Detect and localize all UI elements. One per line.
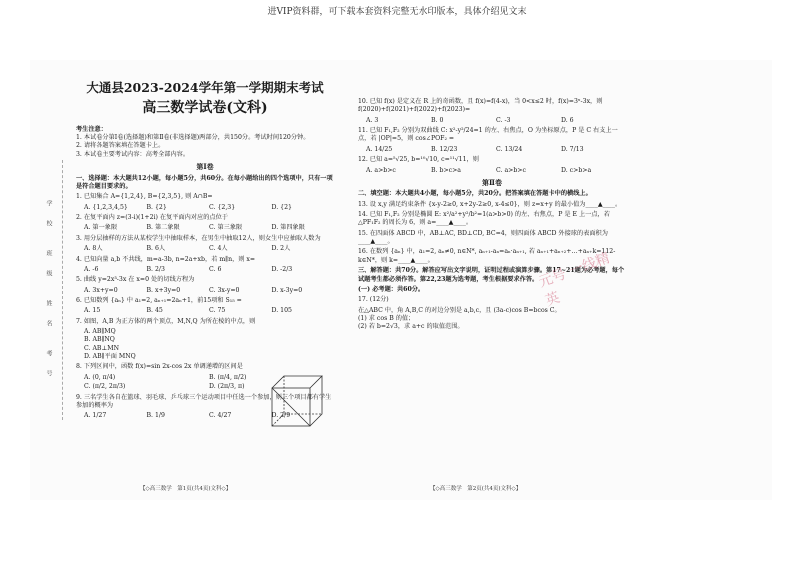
options-10 — [358, 117, 626, 125]
option: A. {1,2,3,4,5} — [84, 203, 128, 211]
part-two-heading: 第Ⅱ卷 — [482, 177, 502, 187]
option: C. 13/24 — [496, 145, 523, 153]
option: D. 105 — [271, 307, 292, 315]
option: A. -6 — [84, 265, 99, 273]
option: A. 8人 — [84, 245, 103, 253]
question-17: 17. (12分) — [358, 296, 389, 304]
question-7: 7. 如图，A,B 为正方体的两个顶点，M,N,Q 为所在棱的中点，则 — [76, 317, 256, 325]
option: B. x+3y=0 — [146, 286, 181, 294]
option: A. a>b>c — [366, 166, 396, 174]
question-17-part-2: (2) 若 b=2√3，求 a+c 的取值范围。 — [358, 323, 464, 331]
left-footer: 【◇高三数学 第1页(共4页)文科◇】 — [140, 486, 232, 492]
question-17-body: 在△ABC 中，角 A,B,C 的对边分别是 a,b,c，且 (3a-c)cos B=bcos C。 — [358, 306, 561, 314]
options-3 — [76, 245, 334, 253]
question-15: 15. 在四面体 ABCD 中，AB⊥AC, BD⊥CD, BC=4，则四面体 ABCD 外接球的表面积为____▲____。 — [358, 229, 608, 246]
options-7 — [76, 328, 334, 361]
page-banner: 进VIP资料群，可下载本套资料完整无水印版本，具体介绍见文末 — [267, 7, 527, 17]
gutter-char: 名 — [45, 320, 52, 326]
options-12 — [358, 167, 626, 175]
exam-subtitle: 高三数学试卷(文科) — [142, 99, 268, 116]
option: A. AB∥MQ — [84, 328, 116, 336]
part-one-heading: 第Ⅰ卷 — [196, 162, 214, 172]
gutter-char: 考 — [45, 350, 52, 356]
option: D. (2π/3, π) — [209, 383, 245, 391]
section-two-instructions: 二、填空题：本大题共4小题，每小题5分，共20分。把答案填在答题卡中的横线上。 — [358, 190, 592, 198]
question-13: 13. 设 x,y 满足约束条件 {x-y-2≥0, x+2y-2≥0, x-4≤0}，则 z=x+y 的最小值为____▲____。 — [358, 200, 622, 208]
options-11 — [358, 146, 626, 154]
option: A. 15 — [84, 307, 101, 315]
gutter-char: 号 — [45, 370, 52, 376]
right-footer: 【◇高三数学 第2页(共4页)文科◇】 — [430, 486, 522, 492]
option: D. 第四象限 — [271, 224, 305, 232]
cube-hidden-edge — [272, 414, 284, 426]
option: C. 75 — [209, 307, 226, 315]
option: D. -2/3 — [271, 265, 293, 273]
watermark-stamp — [536, 250, 620, 310]
option: C. a>b>c — [496, 166, 526, 174]
option: B. 12/23 — [431, 145, 458, 153]
question-6: 6. 已知数列 {aₙ} 中 a₁=2, aₙ₊₁=2aₙ+1，前15项和 S₁₅ = — [76, 296, 242, 304]
section-three-instructions: 三、解答题：共70分。解答应写出文字说明，证明过程或演算步骤。第17~21题为必考题，每个试题考生都必须作答。第22,23题为选考题，考生根据要求作答。 — [358, 267, 625, 283]
question-14: 14. 已知 F₁,F₂ 分别是椭圆 E: x²/a²+y²/b²=1(a>b>0) 的左、右焦点，P 是 E 上一点，若△PF₁F₂ 的周长为 6，则 a=____▲____。 — [358, 211, 610, 227]
option: C. 第三象限 — [209, 224, 243, 232]
option: B. (π/4, π/2) — [209, 373, 247, 381]
option: B. 1/9 — [146, 412, 165, 420]
option: D. 7/13 — [561, 145, 584, 153]
option: B. b>c>a — [431, 166, 461, 174]
notice-heading: 考生注意： — [76, 125, 107, 133]
notice-item: 1. 本试卷分第Ⅰ卷(选择题)和第Ⅱ卷(非选择题)两部分，共150分。考试时间120分钟。 — [76, 134, 310, 142]
option: C. AB⊥MN — [84, 344, 120, 352]
option: C. -3 — [496, 116, 511, 124]
question-11: 11. 已知 F₁,F₂ 分别为双曲线 C: x²-y²/24=1 的左、右焦点，O 为坐标原点，P 是 C 右支上一点，若 |OP|=5，则 cos∠POF₂ = — [358, 127, 618, 143]
section-one-instructions: 一、选择题：本大题共12小题，每小题5分，共60分。在每小题给出的四个选项中，只有一项是符合题目要求的。 — [76, 174, 333, 190]
option: B. 0 — [431, 116, 444, 124]
option: A. (0, π/4) — [84, 373, 116, 381]
question-16: 16. 在数列 {aₙ} 中，a₁=2, aₙ≠0, n∈N*, aₙ₊₁-aₙ=aₙ·aₙ₊₁, 若 aₙ₊₁+aₙ₊₂+…+aₙ₊k=112-k∈N*，则 k=____▲____。 — [358, 248, 616, 264]
gutter-char: 学 — [45, 200, 52, 206]
gutter-char: 校 — [45, 220, 52, 226]
option: B. 第二象限 — [146, 224, 180, 232]
option: D. {2} — [271, 203, 292, 211]
gutter-char: 班 — [45, 250, 52, 256]
option: B. {2} — [146, 203, 167, 211]
option: B. 45 — [146, 307, 163, 315]
gutter-char: 姓 — [45, 300, 52, 306]
options-4 — [76, 266, 334, 274]
notice-item: 2. 请将各题答案填在答题卡上。 — [76, 142, 165, 150]
option: C. 3x-y=0 — [209, 286, 240, 294]
question-10: 10. 已知 f(x) 是定义在 R 上的奇函数，且 f(x)=f(4-x)，当 0<x≤2 时，f(x)=3ˣ-3x，则 f(2020)+f(2021)+f(2022)+f(2023)= — [358, 98, 603, 114]
question-17-part-1: (1) 求 cos B 的值； — [358, 314, 415, 322]
question-8: 8. 下列区间中，函数 f(x)=sin 2x-cos 2x 单调递增的区间是 — [76, 363, 243, 371]
left-page — [76, 80, 334, 422]
notice-item: 3. 本试卷主要考试内容：高考全部内容。 — [76, 150, 190, 158]
question-3: 3. 用分层抽样的方法从某校学生中抽取样本，在男生中抽取12人，则女生中应抽取人数为 — [76, 234, 321, 242]
option: C. {2,3} — [209, 203, 236, 211]
options-6 — [76, 307, 334, 315]
option: D. x-3y=0 — [271, 286, 303, 294]
options-5 — [76, 287, 334, 295]
question-1: 1. 已知集合 A={1,2,4}, B={2,3,5}, 则 A∩B= — [76, 193, 213, 201]
stamp-text: 元号 一线精英 — [536, 250, 613, 310]
question-4: 4. 已知向量 a,b 不共线，m=a-3b, n=2a+xb，若 m∥n，则 x= — [76, 255, 256, 263]
option: D. AB∥平面 MNQ — [84, 353, 136, 361]
question-9: 9. 三名学生各自在篮球、羽毛球、乒乓球三个运动项目中任选一个参加，则三个项目都有学生参加的概率为 — [76, 393, 332, 409]
option: D. 2人 — [271, 245, 291, 253]
cube-figure — [270, 374, 324, 430]
subsection-required: (一) 必考题：共60分。 — [358, 285, 425, 293]
option: B. AB∥NQ — [84, 336, 115, 344]
gutter-char: 级 — [45, 270, 52, 276]
option: D. c>b>a — [561, 166, 592, 174]
option: B. 6人 — [146, 245, 166, 253]
cube-right-edges — [310, 376, 322, 426]
option: C. 6 — [209, 265, 222, 273]
options-2 — [76, 224, 334, 232]
option: C. 4/27 — [209, 412, 232, 420]
question-12: 12. 已知 a=⁵√25, b=¹⁰√10, c=¹¹√11，则 — [358, 156, 479, 164]
option: A. 第一象限 — [84, 224, 118, 232]
option: C. 4人 — [209, 245, 228, 253]
question-2: 2. 在复平面内 z=(3-i)(1+2i) 在复平面内对应的点位于 — [76, 214, 228, 222]
option: B. 2/3 — [146, 265, 165, 273]
option: A. 14/25 — [366, 145, 393, 153]
option: A. 3x+y=0 — [84, 286, 118, 294]
question-5: 5. 曲线 y=2x³-3x 在 x=0 处的切线方程为 — [76, 276, 195, 284]
option: C. (π/2, 2π/3) — [84, 383, 126, 391]
options-1 — [76, 204, 334, 212]
option: A. 1/27 — [84, 412, 107, 420]
option: D. 2/9 — [271, 412, 291, 420]
option: A. 3 — [366, 116, 379, 124]
cube-top-face — [272, 376, 322, 388]
option: D. 6 — [561, 116, 574, 124]
exam-title: 大通县2023-2024学年第一学期期末考试 — [86, 80, 324, 95]
